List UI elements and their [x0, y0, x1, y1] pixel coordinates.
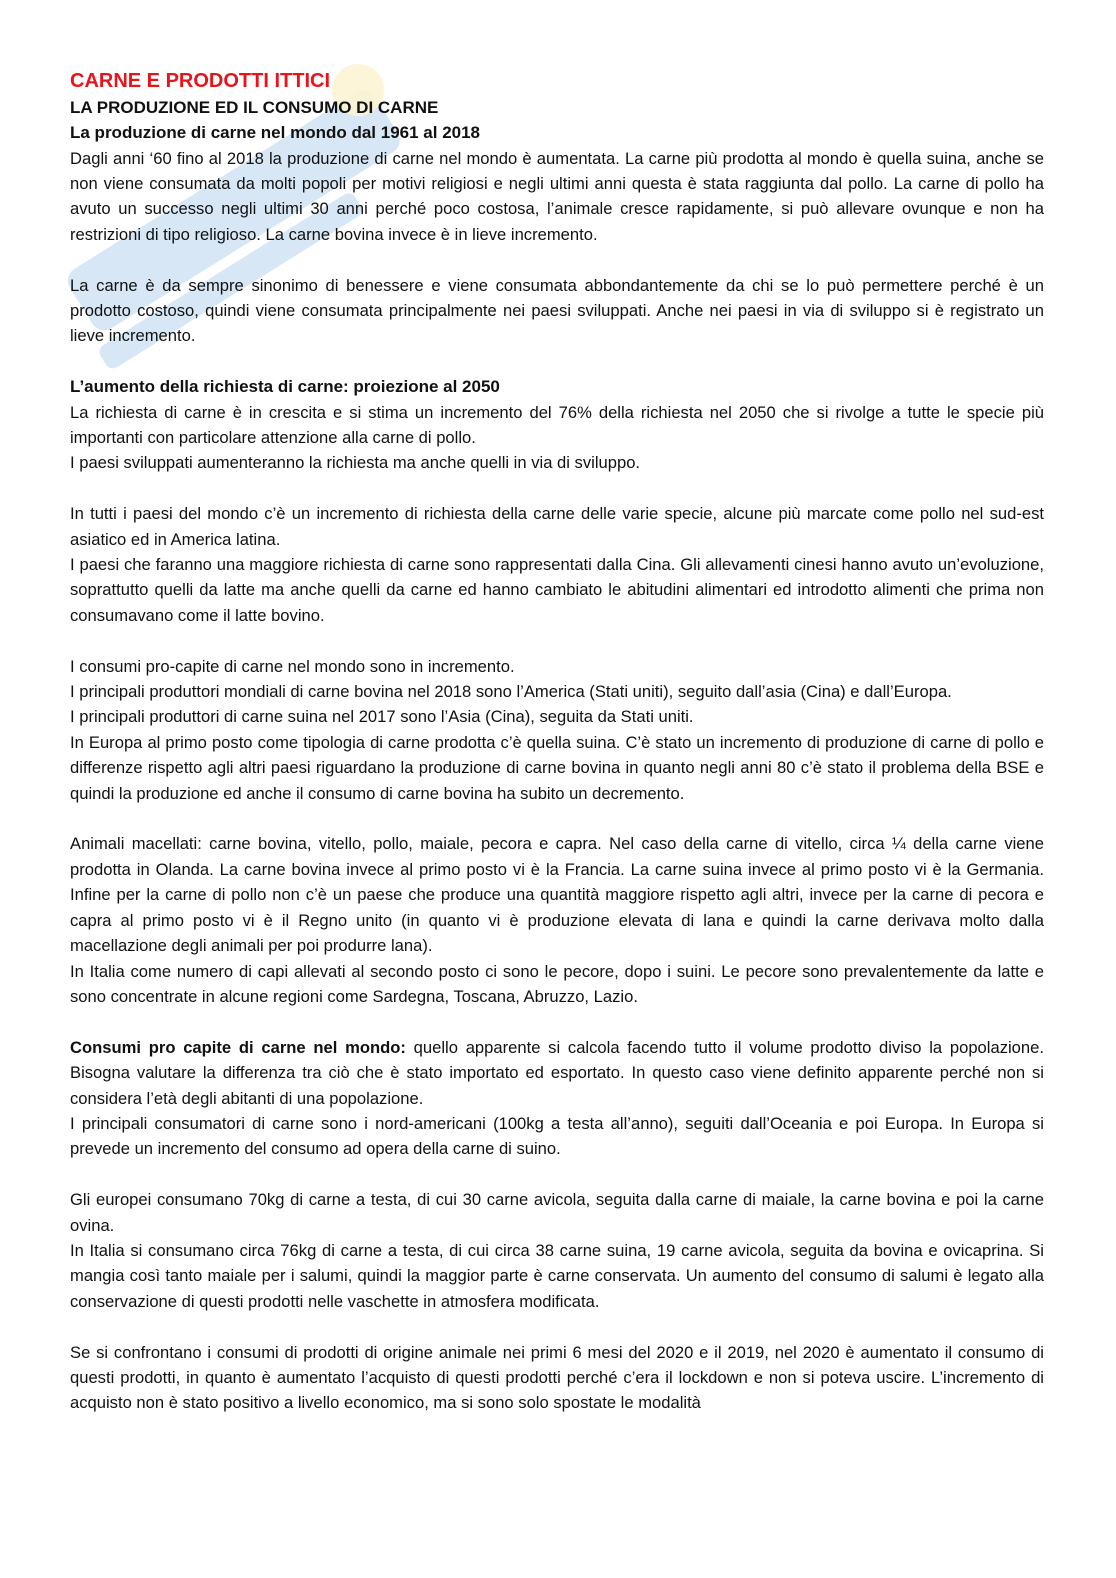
paragraph: I paesi che faranno una maggiore richiesta di carne sono rappresentati dalla Cina. Gli allevamenti cinesi hanno avuto un’evoluzione, soprattutto quelli da latte ma anche quelli da carne ed hanno cambiato le abitudini alimentari ed introdotto alimenti che prima non consumavano come il latte bovino.: [70, 555, 1044, 625]
paragraph: I consumi pro-capite di carne nel mondo sono in incremento.: [70, 656, 515, 676]
paragraph: Dagli anni ‘60 fino al 2018 la produzione di carne nel mondo è aumentata. La carne più prodotta al mondo è quella suina, anche se non viene consumata da molti popoli per motivi religiosi e negli ultimi anni questa è stata raggiunta dal pollo. La carne di pollo ha avuto un successo negli ultimi 30 anni perché poco costosa, l’animale cresce rapidamente, si può allevare ovunque e non ha restrizioni di tipo religioso. La carne bovina invece è in lieve incremento.: [70, 148, 1044, 244]
paragraph: I principali produttori mondiali di carne bovina nel 2018 sono l’America (Stati uniti), seguito dall’asia (Cina) e dall’Europa.: [70, 682, 952, 702]
paragraph: In Italia si consumano circa 76kg di carne a testa, di cui circa 38 carne suina, 19 carne avicola, seguita da bovina e ovicaprina. Si mangia così tanto maiale per i salumi, quindi la maggior parte è carne conservata. Un aumento del consumo di salumi è legato alla conservazione di questi prodotti nelle vaschette in atmosfera modificata.: [70, 1240, 1044, 1311]
paragraph: In tutti i paesi del mondo c’è un incremento di richiesta della carne delle varie specie, alcune più marcate come pollo nel sud-est asiatico ed in America latina.: [70, 504, 1044, 549]
document-title: CARNE E PRODOTTI ITTICI: [70, 70, 330, 92]
document-subtitle: LA PRODUZIONE ED IL CONSUMO DI CARNE: [70, 98, 439, 117]
paragraph: La carne è da sempre sinonimo di benessere e viene consumata abbondantemente da chi se lo può permettere perché è un prodotto costoso, quindi viene consumata principalmente nei paesi sviluppati. Anche nei paesi in via di sviluppo si è registrato un lieve incremento.: [70, 275, 1044, 346]
paragraph: Gli europei consumano 70kg di carne a testa, di cui 30 carne avicola, seguita dalla carne di maiale, la carne bovina e poi la carne ovina.: [70, 1190, 1044, 1235]
paragraph-consumption: [70, 1035, 1044, 1111]
document-page: [70, 68, 1044, 1416]
paragraph: In Europa al primo posto come tipologia di carne prodotta c’è quella suina. C’è stato un incremento di produzione di carne di pollo e differenze rispetto agli altri paesi riguardano la produzione di carne bovina in quanto negli anni 80 c’è stato il problema della BSE e quindi la produzione ed anche il consumo di carne bovina ha subito un decremento.: [70, 732, 1044, 803]
lead-label: Consumi pro capite di carne nel mondo:: [70, 1037, 406, 1057]
paragraph-text: quello apparente si calcola facendo tutto il volume prodotto diviso la popolazione. Bisogna valutare la differenza tra ciò che è stato importato ed esportato. In questo caso viene definito apparente perché non si considera l’età degli abitanti di una popolazione.: [70, 1037, 1044, 1108]
paragraph: Animali macellati: carne bovina, vitello, pollo, maiale, pecora e capra. Nel caso della carne di vitello, circa ¼ della carne viene prodotta in Olanda. La carne bovina invece al primo posto vi è la Francia. La carne suina invece al primo posto vi è la Germania. Infine per la carne di pollo non c’è un paese che produce una quantità maggiore rispetto agli altri, invece per la carne di pecora e capra al primo posto vi è il Regno unito (in quanto vi è produzione elevata di lana e quindi la carne derivava molto dalla macellazione degli animali per poi produrre lana).: [70, 834, 1044, 956]
paragraph: Se si confrontano i consumi di prodotti di origine animale nei primi 6 mesi del 2020 e il 2019, nel 2020 è aumentato il consumo di questi prodotti, in quanto è aumentato l’acquisto di questi prodotti perché c’era il lockdown e non si poteva uscire. L’incremento di acquisto non è stato positivo a livello economico, ma si sono solo spostate le modalità: [70, 1342, 1044, 1413]
section-heading-demand: L’aumento della richiesta di carne: proiezione al 2050: [70, 377, 500, 397]
paragraph: La richiesta di carne è in crescita e si stima un incremento del 76% della richiesta nel 2050 che si rivolge a tutte le specie più importanti con particolare attenzione alla carne di pollo.: [70, 402, 1044, 448]
paragraph: I principali consumatori di carne sono i nord-americani (100kg a testa all’anno), seguiti dall’Oceania e poi Europa. In Europa si prevede un incremento del consumo ad opera della carne di suino.: [70, 1113, 1044, 1159]
paragraph: In Italia come numero di capi allevati al secondo posto ci sono le pecore, dopo i suini. Le pecore sono prevalentemente da latte e sono concentrate in alcune regioni come Sardegna, Toscana, Abruzzo, Lazio.: [70, 961, 1044, 1006]
paragraph: I principali produttori di carne suina nel 2017 sono l’Asia (Cina), seguita da Stati uniti.: [70, 707, 694, 727]
section-heading-production: La produzione di carne nel mondo dal 1961 al 2018: [70, 123, 481, 142]
paragraph: I paesi sviluppati aumenteranno la richiesta ma anche quelli in via di sviluppo.: [70, 453, 641, 473]
